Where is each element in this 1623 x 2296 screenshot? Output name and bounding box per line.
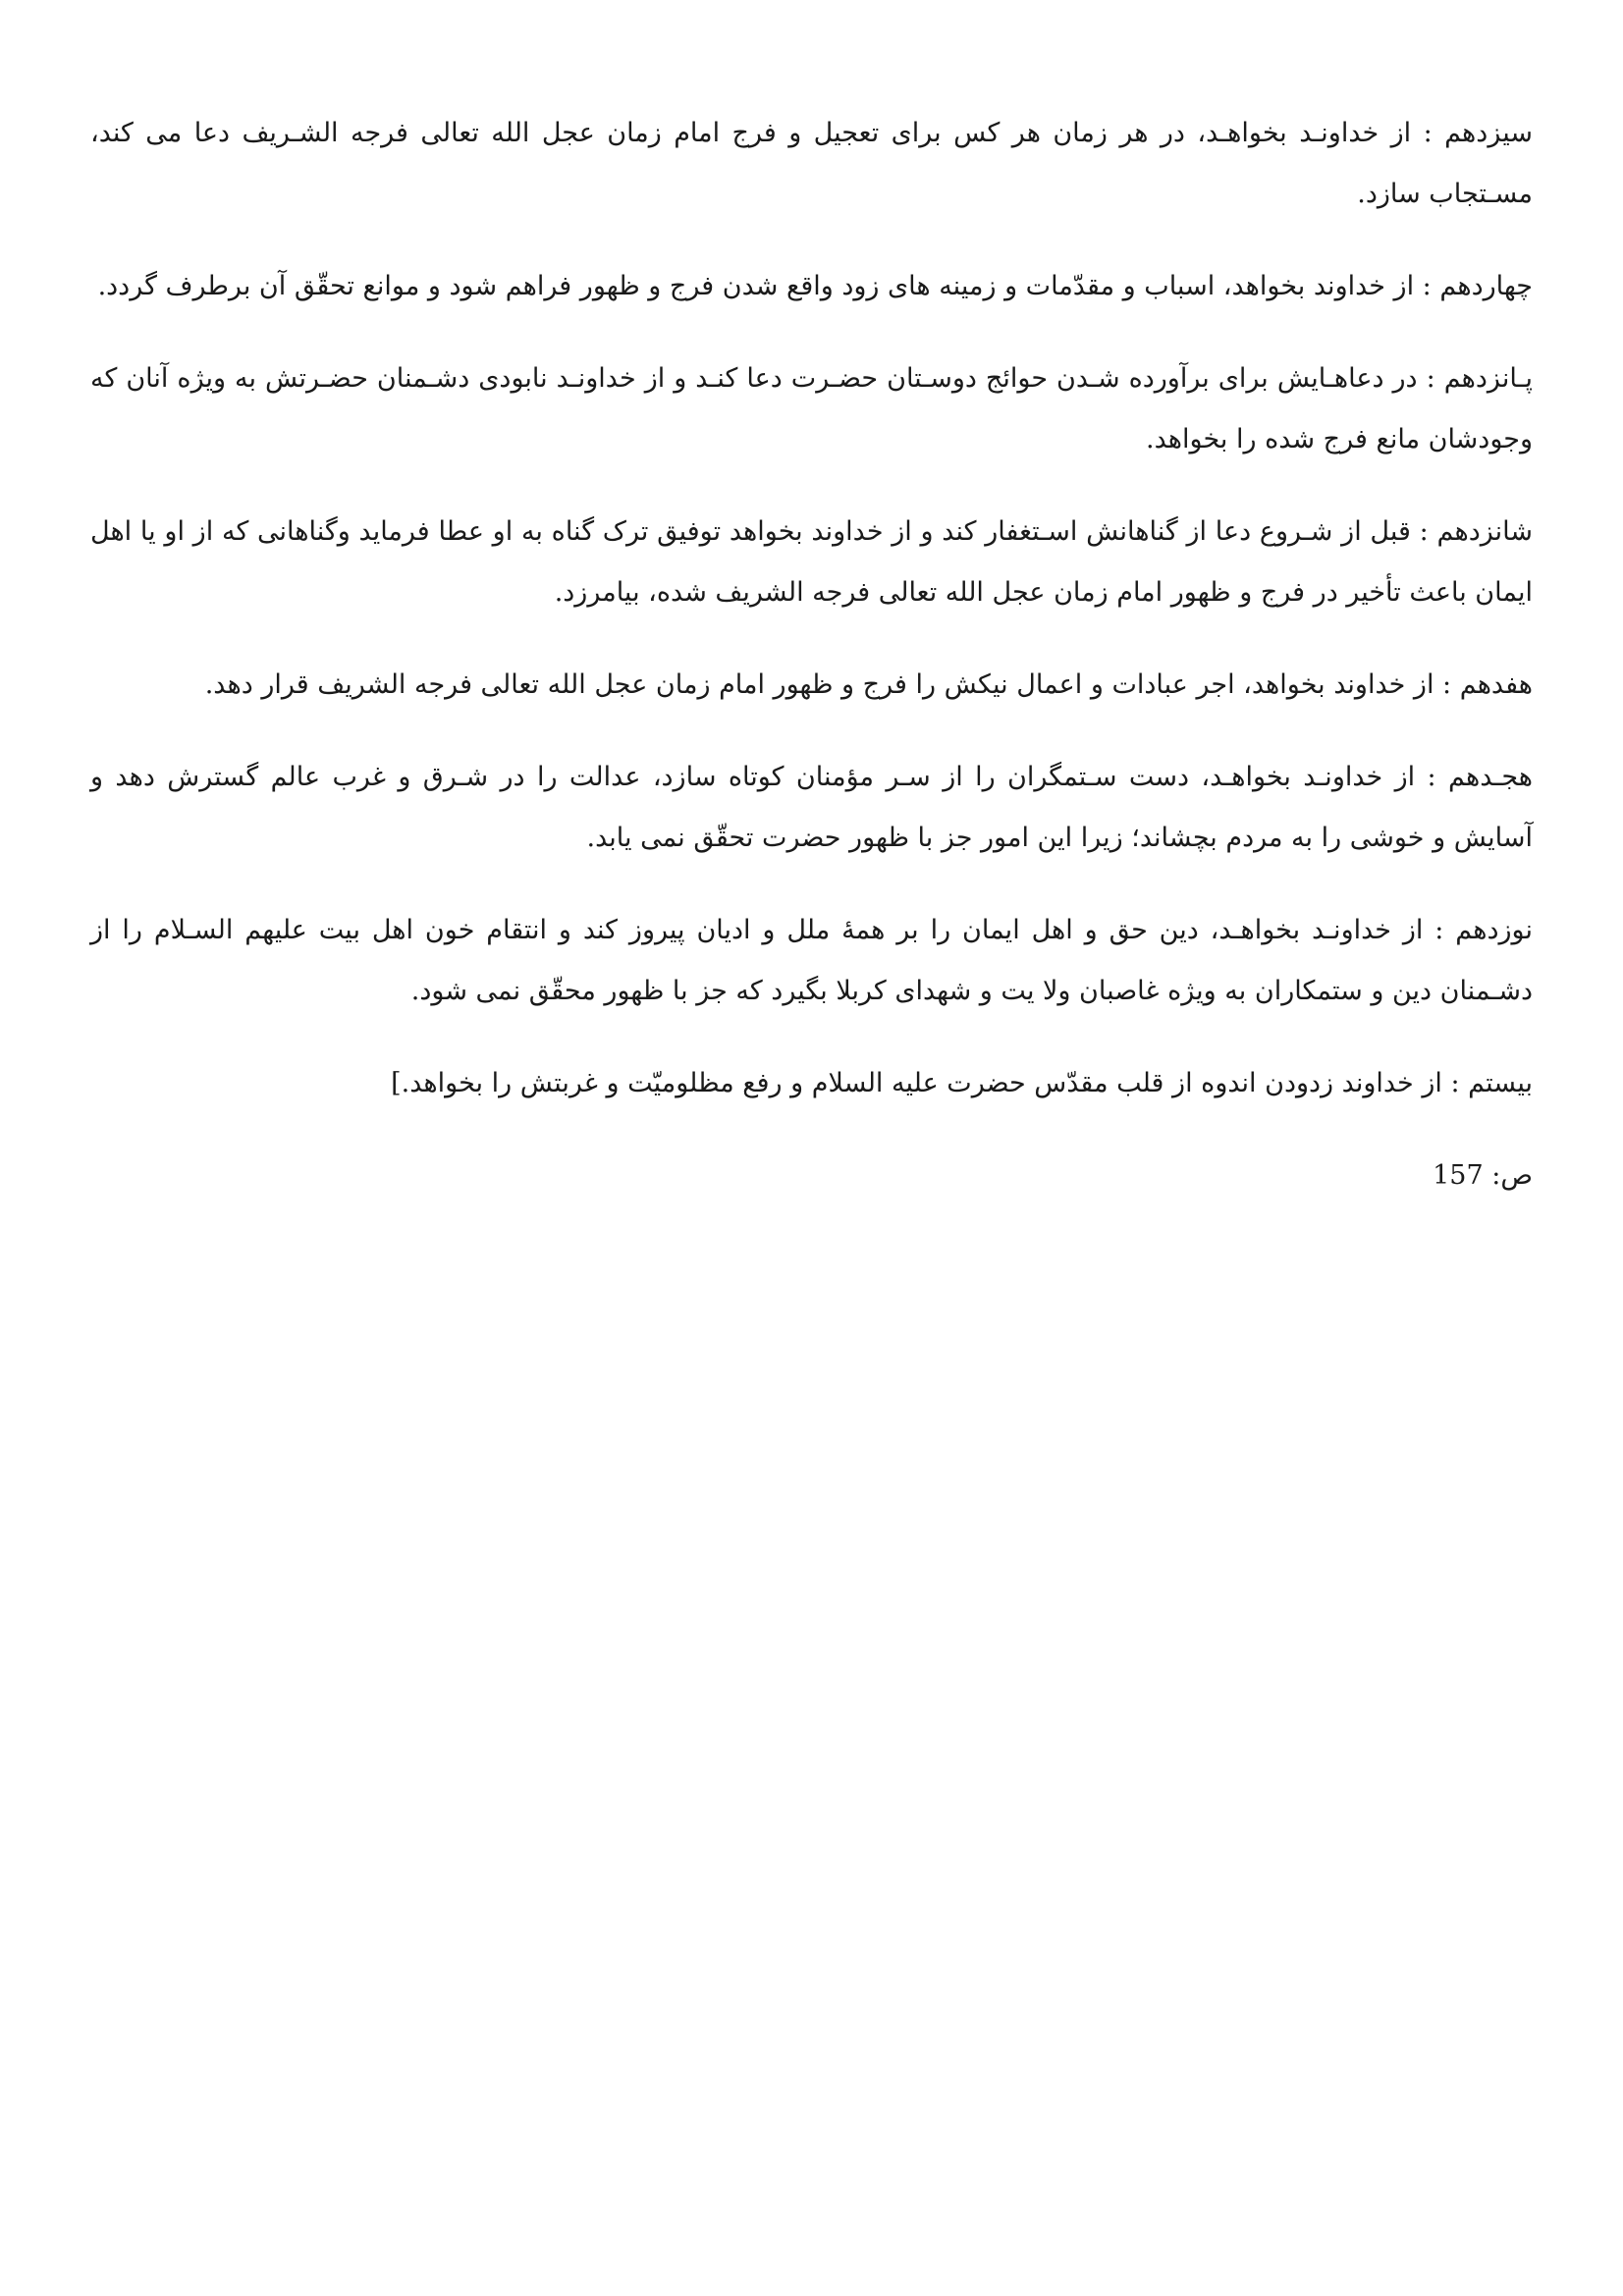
paragraph-19: نوزدهم : از خداونـد بخواهـد، دین حق و اهل ایمان را بر همهٔ ملل و ادیان پیروز کند و انتقام خون اهل بیت علیهم السـلام را از دشـمنان دین و ستمکاران به ویژه غاصبان ولا یت و شهدای کربلا بگیرد که جز با ظهور محقّق نمی شود.: [90, 915, 1533, 1006]
paragraph-13: سیزدهم : از خداونـد بخواهـد، در هر زمان هر کس برای تعجیل و فرج امام زمان عجل الله تعالی فرجه الشـریف دعا می کند، مسـتجاب سازد.: [90, 118, 1533, 209]
page-number: ص: 157: [1433, 1160, 1533, 1191]
paragraph-15: پـانزدهم : در دعاهـایش برای برآورده شـدن حوائج دوسـتان حضـرت دعا کنـد و از خداونـد نابودی دشـمنان حضـرتش به ویژه آنان که وجودشان مانع فرج شده را بخواهد.: [90, 363, 1533, 454]
paragraph-18: هجـدهم : از خداونـد بخواهـد، دست سـتمگران را از سـر مؤمنان کوتاه سازد، عدالت را در شـرق و غرب عالم گسترش دهد و آسایش و خوشی را به مردم بچشاند؛ زیرا این امور جز با ظهور حضرت تحقّق نمی یابد.: [90, 762, 1533, 853]
paragraph-20: بیستم : از خداوند زدودن اندوه از قلب مقدّس حضرت علیه السلام و رفع مظلومیّت و غربتش را بخواهد.]: [391, 1068, 1533, 1098]
paragraph-14: چهاردهم : از خداوند بخواهد، اسباب و مقدّمات و زمینه های زود واقع شدن فرج و ظهور فراهم شود و موانع تحقّق آن برطرف گردد.: [97, 271, 1533, 301]
paragraph-17: هفدهم : از خداوند بخواهد، اجر عبادات و اعمال نیکش را فرج و ظهور امام زمان عجل الله تعالی فرجه الشریف قرار دهد.: [204, 669, 1533, 700]
document-body: [90, 103, 1533, 1206]
paragraph-16: شانزدهم : قبل از شـروع دعا از گناهانش اسـتغفار کند و از خداوند بخواهد توفیق ترک گناه به او عطا فرماید وگناهانی که از او یا اهل ایمان باعث تأخیر در فرج و ظهور امام زمان عجل الله تعالی فرجه الشریف شده، بیامرزد.: [90, 516, 1533, 608]
